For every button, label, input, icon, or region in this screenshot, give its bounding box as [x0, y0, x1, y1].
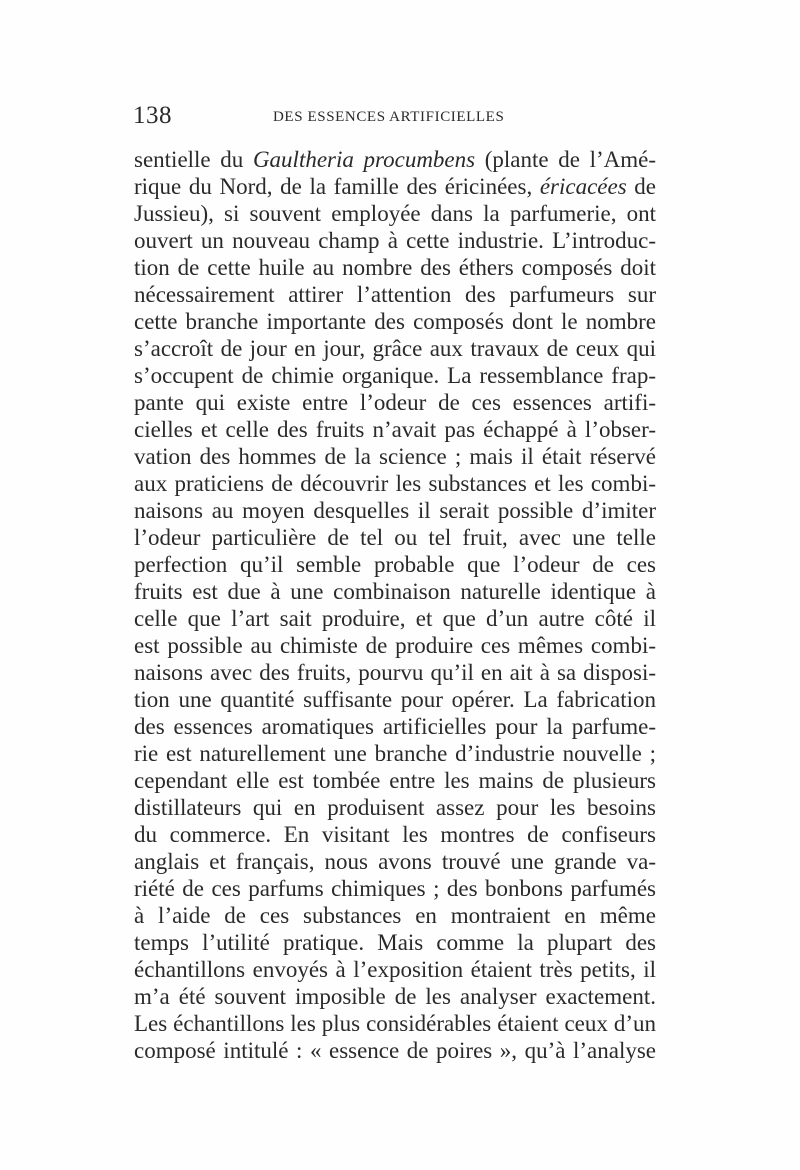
text-line: composé intitulé : « essence de poires », qu’à l’analyse [134, 1038, 656, 1063]
page-header [133, 100, 655, 132]
text-line: nécessairement attirer l’attention des parfumeurs sur [134, 282, 656, 307]
page-number: 138 [133, 102, 172, 129]
family-name: éricacées [539, 174, 627, 199]
text-line: cielles et celle des fruits n’avait pas échappé à l’obser- [134, 417, 656, 442]
running-title: DES ESSENCES ARTIFICIELLES [273, 109, 505, 125]
text-line: s’occupent de chimie organique. La ressemblance frap- [134, 363, 656, 388]
text-line: pante qui existe entre l’odeur de ces essences artifi- [134, 390, 656, 415]
text-line: aux praticiens de découvrir les substances et les combi- [134, 471, 656, 496]
text-line: échantillons envoyés à l’exposition étaient très petits, il [134, 957, 656, 982]
text-line: l’odeur particulière de tel ou tel fruit, avec une telle [134, 525, 656, 550]
text-line: temps l’utilité pratique. Mais comme la plupart des [134, 930, 656, 955]
text-line: fruits est due à une combinaison naturelle identique à [134, 579, 656, 604]
body-text [134, 146, 656, 1064]
text-line: rie est naturellement une branche d’industrie nouvelle ; [134, 741, 656, 766]
text-line: distillateurs qui en produisent assez pour les besoins [134, 795, 656, 820]
text-line: ouvert un nouveau champ à cette industrie. L’introduc- [134, 228, 656, 253]
text-line: sentielle du Gaultheria procumbens (plante de l’Amé- [134, 147, 657, 172]
text-line: riété de ces parfums chimiques ; des bonbons parfumés [134, 876, 656, 901]
text-line: cette branche importante des composés dont le nombre [134, 309, 656, 334]
text-line: perfection qu’il semble probable que l’odeur de ces [134, 552, 656, 577]
text-line: est possible au chimiste de produire ces mêmes combi- [134, 633, 656, 658]
text-line: anglais et français, nous avons trouvé une grande va- [134, 849, 656, 874]
text-line: vation des hommes de la science ; mais il était réservé [134, 444, 656, 469]
species-name: Gaultheria procumbens [252, 147, 476, 172]
text-line: Jussieu), si souvent employée dans la parfumerie, ont [134, 201, 656, 226]
text-line: rique du Nord, de la famille des éricinées, éricacées de [134, 174, 656, 199]
text-line: naisons au moyen desquelles il serait possible d’imiter [134, 498, 656, 523]
text-line: cependant elle est tombée entre les mains de plusieurs [134, 768, 656, 793]
text-line: celle que l’art sait produire, et que d’un autre côté il [134, 606, 656, 631]
text-line: m’a été souvent imposible de les analyser exactement. [134, 984, 656, 1009]
text-line: s’accroît de jour en jour, grâce aux travaux de ceux qui [134, 336, 656, 361]
text-line: Les échantillons les plus considérables étaient ceux d’un [134, 1011, 656, 1036]
text-line: tion une quantité suffisante pour opérer. La fabrication [134, 687, 656, 712]
text-line: du commerce. En visitant les montres de confiseurs [134, 822, 656, 847]
text-line: à l’aide de ces substances en montraient en même [134, 903, 656, 928]
text-line: naisons avec des fruits, pourvu qu’il en ait à sa disposi- [134, 660, 656, 685]
text-line: tion de cette huile au nombre des éthers composés doit [134, 255, 656, 280]
text-line: des essences aromatiques artificielles pour la parfume- [134, 714, 656, 739]
